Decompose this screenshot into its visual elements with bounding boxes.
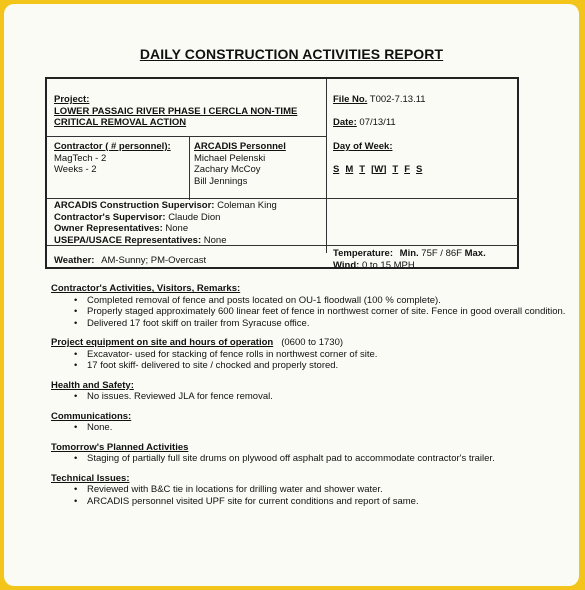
list-item: • Completed removal of fence and posts located on OU-1 floodwall (100 % complete). [87, 295, 571, 307]
day-letter: S [416, 163, 423, 175]
arcadis-personnel-cell [194, 141, 324, 187]
section-heading [51, 442, 571, 454]
list-item: • Reviewed with B&C tie in locations for drilling water and shower water. [87, 484, 571, 496]
owner-reps-value: None [165, 223, 189, 234]
day-letter: T [392, 163, 399, 175]
list-item: • No issues. Reviewed JLA for fence removal. [87, 391, 571, 403]
day-letter-selected: [W] [371, 163, 387, 175]
section-technical-issues [51, 473, 571, 508]
project-label: Project: [54, 94, 90, 105]
list-item: • ARCADIS personnel visited UPF site for current conditions and report of same. [87, 496, 571, 508]
section-contractor-activities [51, 283, 571, 329]
construction-supervisor-row [54, 200, 514, 212]
report-title: DAILY CONSTRUCTION ACTIVITIES REPORT [139, 46, 444, 62]
day-of-week-row [333, 164, 513, 176]
arcadis-personnel-line: Michael Pelenski [194, 152, 266, 164]
date-value: 07/13/11 [359, 116, 396, 128]
representatives-cell [54, 200, 514, 246]
section-communications [51, 411, 571, 434]
file-no-value: T002-7.13.11 [369, 94, 426, 105]
section-heading [51, 283, 571, 295]
bullet-list [51, 391, 571, 403]
list-item: • 17 foot skiff- delivered to site / chocked and properly stored. [87, 360, 571, 372]
temperature-max-label: Max. [464, 248, 486, 259]
weather-cell [54, 255, 324, 267]
temperature-min-label: Min. [399, 248, 419, 259]
divider-horizontal-project [47, 136, 326, 137]
section-heading-hours: (0600 to 1730) [281, 337, 344, 348]
weather-value: AM-Sunny; PM-Overcast [101, 255, 207, 266]
section-heading-text: Communications: [51, 410, 132, 422]
arcadis-personnel-line: Zachary McCoy [194, 164, 261, 175]
section-heading [51, 380, 571, 392]
project-cell [54, 94, 324, 129]
day-letter: T [359, 163, 366, 175]
arcadis-personnel-label: ARCADIS Personnel [194, 141, 286, 152]
arcadis-personnel-line: Bill Jennings [194, 175, 248, 187]
section-heading-text: Contractor's Activities, Visitors, Remarks: [51, 283, 241, 294]
section-project-equipment [51, 337, 571, 372]
contractor-cell [54, 141, 186, 176]
date-row [333, 117, 513, 129]
section-heading [51, 411, 571, 423]
section-heading-text: Health and Safety: [51, 379, 134, 391]
day-of-week-cell [333, 141, 513, 175]
wind-label: Wind: [333, 259, 360, 271]
file-no-label: File No. [333, 94, 368, 105]
report-header-table [45, 77, 519, 269]
list-item: • Delivered 17 foot skiff on trailer from Syracuse office. [87, 318, 571, 330]
weather-label: Weather: [54, 255, 95, 266]
list-item: • Properly staged approximately 600 linear feet of fence in northwest corner of site. Fence in good overall condition. [87, 306, 571, 318]
temperature-value: 75F / 86F [421, 248, 462, 259]
owner-reps-row [54, 223, 514, 235]
contractor-supervisor-value: Claude Dion [168, 211, 221, 223]
section-heading [51, 473, 571, 485]
contractor-line: Weeks - 2 [54, 164, 97, 175]
wind-row [333, 260, 519, 272]
day-letter: S [333, 163, 340, 175]
bullet-list [51, 422, 571, 434]
file-no-row [333, 94, 513, 106]
temperature-row [333, 248, 519, 260]
project-name-line2: CRITICAL REMOVAL ACTION [54, 117, 187, 128]
temperature-label: Temperature: [333, 248, 394, 259]
section-heading-text: Project equipment on site and hours of operation [51, 337, 274, 348]
list-item: • Excavator- used for stacking of fence rolls in northwest corner of site. [87, 349, 571, 361]
wind-value: 0 to 15 MPH [361, 259, 415, 271]
date-label: Date: [333, 116, 357, 128]
day-of-week-label: Day of Week: [333, 141, 393, 152]
usepa-reps-value: None [203, 234, 227, 246]
usepa-reps-label: USEPA/USACE Representatives: [54, 234, 202, 246]
contractor-line: MagTech - 2 [54, 152, 107, 164]
contractor-label: Contractor ( # personnel): [54, 141, 171, 152]
contractor-supervisor-label: Contractor's Supervisor: [54, 211, 166, 223]
contractor-supervisor-row [54, 212, 514, 224]
section-heading-text: Technical Issues: [51, 472, 130, 484]
section-health-safety [51, 380, 571, 403]
list-item: • Staging of partially full site drums on plywood off asphalt pad to accommodate contractor's trailer. [87, 453, 571, 465]
owner-reps-label: Owner Representatives: [54, 223, 163, 234]
day-letter: M [345, 163, 354, 175]
report-body [51, 283, 571, 515]
bullet-list [51, 349, 571, 372]
bullet-list [51, 484, 571, 507]
project-name-line1: LOWER PASSAIC RIVER PHASE I CERCLA NON-TIME [54, 105, 298, 117]
list-item: • None. [87, 422, 571, 434]
section-heading-text: Tomorrow's Planned Activities [51, 441, 189, 453]
usepa-reps-row [54, 235, 514, 247]
construction-supervisor-label: ARCADIS Construction Supervisor: [54, 200, 215, 211]
construction-supervisor-value: Coleman King [217, 200, 277, 211]
bullet-list [51, 453, 571, 465]
section-heading [51, 337, 571, 349]
section-planned-activities [51, 442, 571, 465]
divider-horizontal-personnel [47, 198, 519, 199]
day-letter: F [404, 163, 410, 175]
report-page [4, 4, 579, 586]
bullet-list [51, 295, 571, 330]
temperature-wind-cell [333, 248, 519, 271]
file-date-cell [333, 94, 513, 128]
divider-vertical-personnel [189, 136, 190, 200]
